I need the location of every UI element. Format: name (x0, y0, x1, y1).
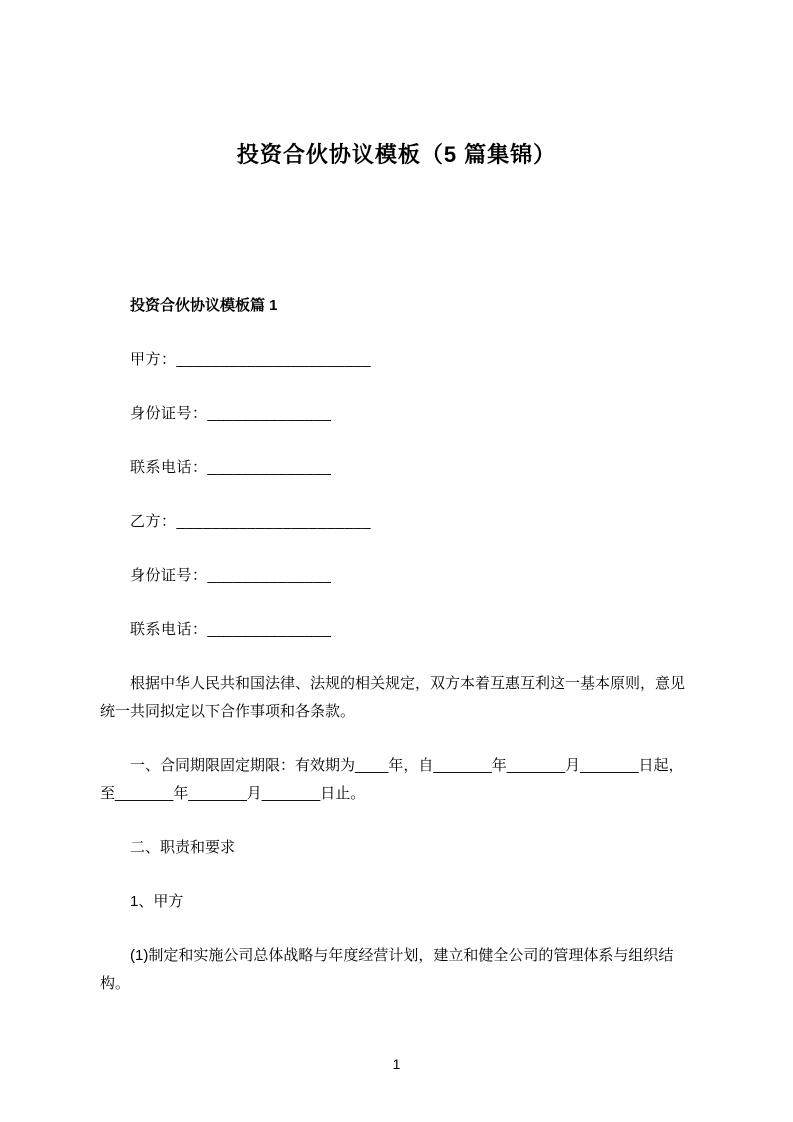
field-party-b-phone: 联系电话：______________ (130, 621, 332, 638)
field-party-a-id: 身份证号：______________ (130, 405, 332, 422)
section-heading: 投资合伙协议模板篇 1 (130, 297, 278, 314)
field-party-b: 乙方：______________________ (130, 513, 372, 530)
page-number: 1 (392, 1056, 401, 1072)
field-party-a-phone: 联系电话：______________ (130, 459, 332, 476)
field-party-a: 甲方：______________________ (130, 351, 372, 368)
paragraph-intro: 根据中华人民共和国法律、法规的相关规定，双方本着互惠互利这一基本原则，意见统一共同拟定以下合作事项和各条款。 (100, 675, 686, 720)
paragraph-duty-item-1: (1)制定和实施公司总体战略与年度经营计划，建立和健全公司的管理体系与组织结构。 (100, 947, 674, 992)
paragraph-duties-heading: 二、职责和要求 (130, 839, 236, 856)
paragraph-party-a-subheading: 1、甲方 (130, 893, 184, 910)
paragraph-contract-term: 一、合同期限固定期限：有效期为____年，自_______年_______月_______日起，至_______年_______月_______日止。 (100, 757, 684, 802)
document-title: 投资合伙协议模板（5 篇集锦） (236, 142, 557, 167)
field-party-b-id: 身份证号：______________ (130, 567, 332, 584)
